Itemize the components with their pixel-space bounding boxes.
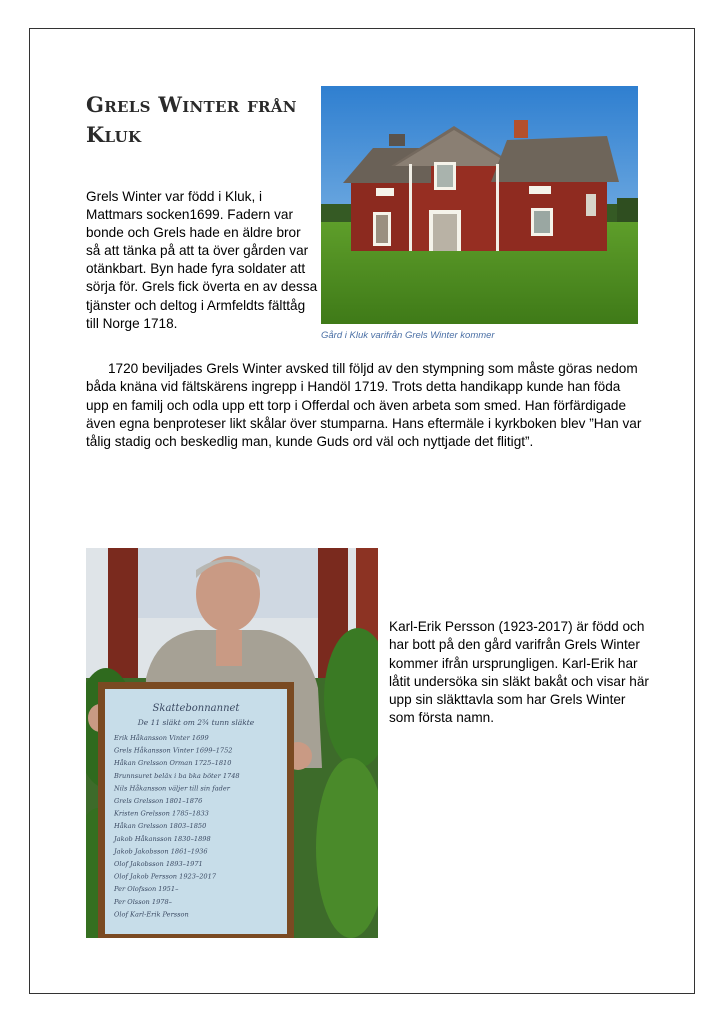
tavla-row: Håkan Grelsson 1803–1850 <box>114 822 207 831</box>
tavla-row: Olof Jakob Persson 1923–2017 <box>114 872 217 881</box>
tavla-row: Per Olofsson 1951– <box>114 885 179 894</box>
tavla-row: Jakob Jakobsson 1861–1936 <box>114 847 208 856</box>
tavla-subheading: De 11 släkt om 2¾ tunn släkte <box>137 718 255 727</box>
tavla-row: Grels Håkansson Vinter 1699–1752 <box>114 746 233 755</box>
tavla-row: Nils Håkansson väljer till sin fader <box>114 784 230 793</box>
tavla-row: Brunnsuret beläx i ba bka böter 1748 <box>114 771 240 780</box>
body-paragraph: 1720 beviljades Grels Winter avsked till följd av den stympning som måste göras nedom båda knäna vid fältskärens ingrepp i Handöl 1719. Trots detta handikapp kunde han föda upp en familj och odla upp ett torp i Offerdal och även arbeta som smed. Han förfärdigade även egna benproteser likt skålar över stumparna. Hans eftermäle i kyrkboken blev ”Han var tålig stadig och beskedlig man, kunde Guds ord väl och nyttjade det flitigt”. <box>86 361 642 450</box>
tavla-row: Olof Karl-Erik Persson <box>114 910 189 919</box>
intro-paragraph: Grels Winter var född i Kluk, i Mattmars socken1699. Fadern var bonde och Grels hade en äldre bror så att tänka på att ta över gården var otänkbart. Byn hade fyra soldater att sörja för. Grels fick överta en av dessa tjänster och deltog i Armfeldts fälttåg till Norge 1718. <box>86 189 318 331</box>
tavla-row: Per Olsson 1978– <box>114 897 172 906</box>
tavla-row: Erik Håkansson Vinter 1699 <box>114 734 209 742</box>
bio-paragraph: Karl-Erik Persson (1923-2017) är född och har bott på den gård varifrån Grels Winter kommer ifrån ursprungligen. Karl-Erik har låtit undersöka sin släkt bakåt och visar här upp sin släkttavla som har Grels Winter som första namn. <box>389 619 649 726</box>
tavla-row: Olof Jakobsson 1893–1971 <box>114 860 203 868</box>
photo-caption: Gård i Kluk varifrån Grels Winter kommer <box>321 330 495 341</box>
tavla-row: Jakob Håkansson 1830–1898 <box>114 834 211 843</box>
tavla-row: Grels Grelsson 1801–1876 <box>114 797 203 805</box>
tavla-row: Håkan Grelsson Orman 1725–1810 <box>114 759 232 768</box>
tavla-heading: Skattebonnannet <box>152 703 240 714</box>
page-title: Grels Winter från Kluk <box>86 92 297 147</box>
tavla-row: Kristen Grelsson 1785–1833 <box>114 809 209 818</box>
farmhouse-photo <box>321 86 638 324</box>
portrait-photo <box>86 548 378 938</box>
